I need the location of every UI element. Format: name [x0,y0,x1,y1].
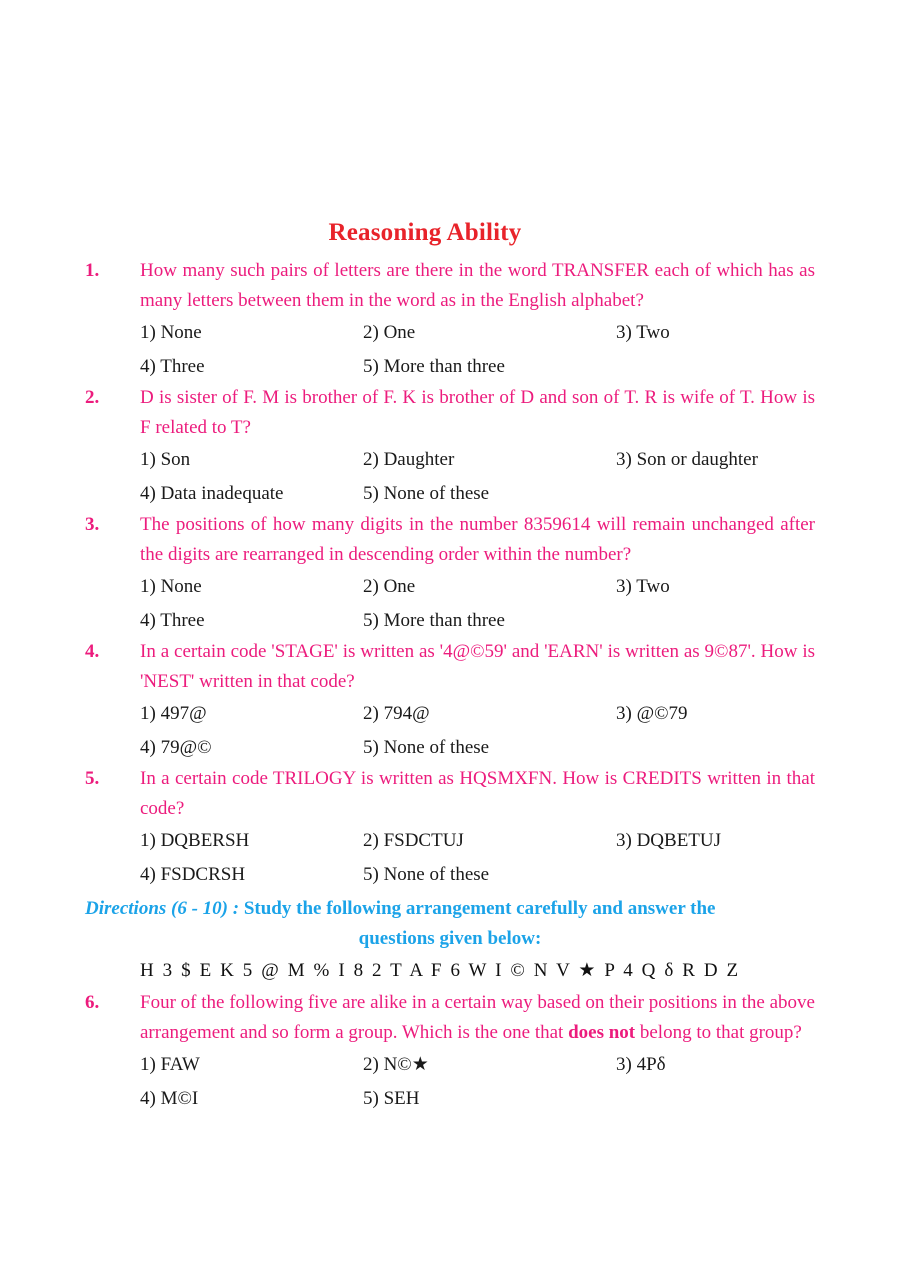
page-title: Reasoning Ability [328,219,522,246]
option-3-1[interactable]: 1) None [140,576,202,597]
option-2-5[interactable]: 5) None of these [363,482,490,504]
option-5-2[interactable]: 2) FSDCTUJ [363,830,464,851]
option-5-1[interactable]: 1) DQBERSH [140,830,250,851]
option-row [140,350,900,384]
option-5-5[interactable]: 5) None of these [363,863,490,885]
question-block-1 [0,256,900,315]
question-6-part1: Four of the following five are alike in a certain way based on their positions in the above arrangement and so form a group. Which is the one that [140,992,815,1043]
question-number-6: 6. [85,992,100,1013]
option-2-3[interactable]: 3) Son or daughter [616,449,758,470]
directions-line2: questions given below: [358,927,542,949]
option-1-5[interactable]: 5) More than three [363,355,505,377]
page-content [0,218,900,1115]
question-number-2: 2. [85,387,100,408]
option-row [140,1082,900,1116]
question-block-6 [0,988,900,1047]
question-block-2 [0,383,900,442]
options-5 [140,824,900,891]
options-2 [140,443,900,510]
directions-block [85,894,815,953]
question-number-3: 3. [85,514,100,535]
option-1-3[interactable]: 3) Two [616,322,670,343]
option-1-2[interactable]: 2) One [363,322,416,343]
options-3 [140,570,900,637]
option-5-3[interactable]: 3) DQBETUJ [616,830,722,851]
option-3-4[interactable]: 4) Three [140,609,205,631]
option-row [140,697,900,731]
question-text-3: The positions of how many digits in the number 8359614 will remain unchanged after the digits are rearranged in descending order within the number? [140,514,815,565]
question-text-4: In a certain code 'STAGE' is written as '4@©59' and 'EARN' is written as 9©87'. How is 'NEST' written in that code? [140,641,815,692]
option-5-4[interactable]: 4) FSDCRSH [140,863,246,885]
option-6-5[interactable]: 5) SEH [363,1087,420,1109]
option-3-2[interactable]: 2) One [363,576,416,597]
question-6-emphasis: does not [568,1021,636,1043]
option-4-2[interactable]: 2) 794@ [363,703,430,724]
option-6-3[interactable]: 3) 4Pδ [616,1054,666,1075]
option-2-2[interactable]: 2) Daughter [363,449,455,470]
option-4-5[interactable]: 5) None of these [363,736,490,758]
options-4 [140,697,900,764]
options-6 [140,1048,900,1115]
question-text-1: How many such pairs of letters are there in the word TRANSFER each of which has as many letters between them in the word as in the English alphabet? [140,260,815,311]
option-2-1[interactable]: 1) Son [140,449,191,470]
option-row [140,316,900,350]
arrangement-sequence: H 3 $ E K 5 @ M % I 8 2 T A F 6 W I © N V ★ P 4 Q δ R D Z [140,960,741,981]
option-row [140,1048,900,1082]
option-1-4[interactable]: 4) Three [140,355,205,377]
question-number-4: 4. [85,641,100,662]
option-4-3[interactable]: 3) @©79 [616,703,688,724]
option-6-1[interactable]: 1) FAW [140,1054,200,1075]
question-block-5 [0,764,900,823]
question-text-5: In a certain code TRILOGY is written as HQSMXFN. How is CREDITS written in that code? [140,768,815,819]
option-row [140,731,900,765]
option-row [140,477,900,511]
option-4-1[interactable]: 1) 497@ [140,703,207,724]
option-1-1[interactable]: 1) None [140,322,202,343]
option-row [140,824,900,858]
question-block-4 [0,637,900,696]
question-number-1: 1. [85,260,100,281]
directions-label: Directions (6 - 10) : [85,898,240,919]
question-text-2: D is sister of F. M is brother of F. K is brother of D and son of T. R is wife of T. How is F related to T? [140,387,815,438]
option-2-4[interactable]: 4) Data inadequate [140,482,284,504]
question-block-3 [0,510,900,569]
question-text-6 [140,988,815,1047]
option-row [140,570,900,604]
option-3-3[interactable]: 3) Two [616,576,670,597]
options-1 [140,316,900,383]
option-3-5[interactable]: 5) More than three [363,609,505,631]
directions-line1: Study the following arrangement carefully and answer the [239,898,716,919]
option-6-2[interactable]: 2) N©★ [363,1054,429,1075]
option-row [140,858,900,892]
option-row [140,604,900,638]
option-6-4[interactable]: 4) M©I [140,1087,199,1109]
question-number-5: 5. [85,768,100,789]
option-row [140,443,900,477]
option-4-4[interactable]: 4) 79@© [140,736,212,758]
question-6-part2: belong to that group? [635,1021,802,1043]
